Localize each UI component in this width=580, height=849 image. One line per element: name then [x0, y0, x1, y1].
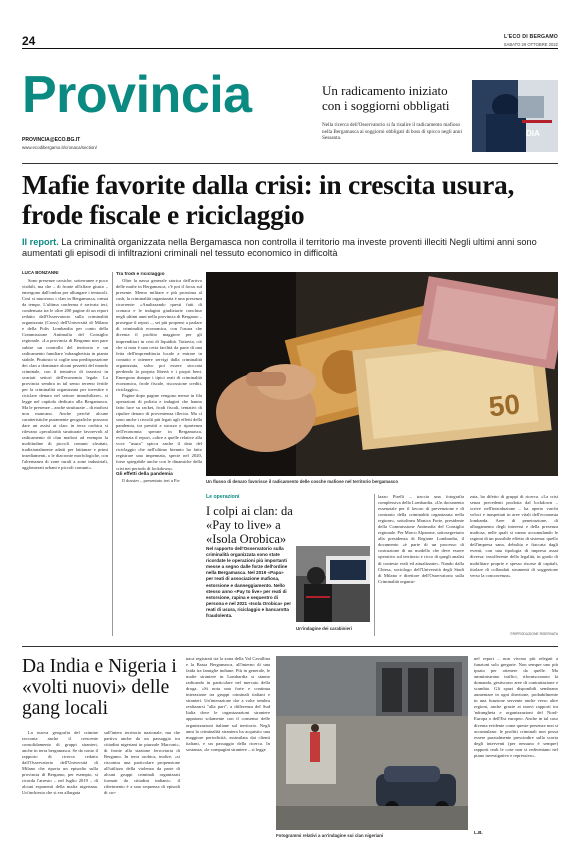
- svg-text:DIA: DIA: [526, 129, 540, 138]
- main-col-4-text: zata, ha difetto di gruppi di ricerca. «La crisi senza precedenti prodotta dal lockdown – scrive nell'introduzione – ha aperto varchi veloci e inaspettati in aree vitali dell'economia lombarda. Aree di penetrazione, di allargamento degli interessi e della presenza mafiosa, nelle quali si vanno accumulando le ragioni di un possibile effetto di sistema: quello dell'impresa sana, debolita e fiaccata dagli eventi, con una tipologia di impresa assai diversa: insofferente della legalità, in grado di mobilitare proprie e spesso risorse di capitali, titolare di collaudati strumenti di soggezione verso la concorrenza».: [470, 494, 558, 578]
- bottom-section-rule: [22, 646, 558, 647]
- header-rule: [22, 48, 558, 49]
- section-title: Provincia: [22, 66, 252, 124]
- main-byline: LUCA BONZANNI: [22, 270, 59, 275]
- col2-para-1: Oltre la nassa generale storica dell'arrivo delle mafie in Bergamasca, c'è poi il focus sul presente. Memo militare e più prossima al cash, la criminalità organizzata è una presenza ricorrente: «Analizzando questi fatti di cronaca e le indagini giudiziarie concluse negli ultimi anni nella provincia di Bergamo – prosegue il report –, sei più propensi a parlare di criminalità economica, con l'usura che diventa il profitto maggiore per gli imprenditori in crisi di liquidità. Tuttavia, ciò che si nota è una certa facilità da parte di una fetta dell'imprenditoria locale a entrare in contatto e ottenere servigi dalla criminalità organizzata, salvo poi essere stoccata perdendo la propria libertà e i propri beni. Emergono dunque i tipici reati di criminalità economica, frode fiscale, riscossione crediti, riciclaggio».: [116, 278, 202, 392]
- bottom-col-4: [474, 656, 558, 826]
- bottom-col-3-text: naca registrati tra la zona della Val Cavallina e la Bassa Bergamasca, all'interno di una faida tra famiglie indiane. Più in generale, le mafie straniere in Lombardia si stanno radicando in particolare nel mercato della droga. «Si nota una forte e continua interazione tra gruppi criminali italiani e stranieri. Un'interazione che a volte sembra realizzarsi "alla pari", a differenza del Sud Italia dove le organizzazioni straniere appaiono solamente con il consenso delle organizzazioni italiane sul territorio. Negli anni la criminalità straniera ha acquisito una maggiore periodicità, assimilata dai clienti italiani, e un passaggio della ricerca. In sostanza, «le compagini straniere – si legge: [186, 656, 270, 752]
- paper-name: L'ECO DI BERGAMO: [503, 34, 558, 40]
- teaser-text: Nella ricerca dell'Osservatorio si fa risalire il radicamento mafioso nella Bergamasca ai soggiorni obbligati di boss di spicco negli anni Sessanta.: [322, 122, 462, 142]
- bottom-headline[interactable]: Da India e Nigeria i «volti nuovi» delle gang locali: [22, 656, 177, 719]
- bottom-signature: L.B.: [474, 830, 483, 835]
- section-email[interactable]: PROVINCIA@ECO.BG.IT: [22, 137, 81, 143]
- main-headline[interactable]: Mafie favorite dalla crisi: in crescita usura, frode fiscale e riciclaggio: [22, 169, 515, 230]
- bottom-photo-caption: Fotogrammi relativi a un'indagine sui clan nigeriani: [276, 833, 384, 838]
- issue-date: SABATO 29 OTTOBRE 2022: [503, 42, 558, 47]
- main-col-1: [22, 278, 108, 638]
- teaser-title[interactable]: Un radicamento iniziato con i soggiorni obbligati: [322, 83, 450, 113]
- side-headline[interactable]: I colpi ai clan: da «Pay to live» a «Isola Orobica»: [206, 504, 293, 546]
- bottom-col-1: [22, 730, 98, 832]
- main-credit: ©RIPRODUZIONE RISERVATA: [510, 632, 558, 636]
- page-number: 24: [22, 34, 36, 48]
- main-col-4: [470, 494, 558, 628]
- bottom-col-3: [186, 656, 270, 834]
- main-deck: [22, 237, 558, 260]
- main-col-3: [378, 494, 464, 638]
- bottom-col-2: [104, 730, 180, 832]
- teaser-photo[interactable]: [472, 80, 558, 152]
- main-col-3-text: lazzo Pirelli – traccia una fotografia complessiva della Lombardia. «Un documento essenziale per il lavoro di prevenzione e di contrasto della criminalità organizzata nella regione», sottolinea Monica Forte, presidente della Commissione Antimafia del Consiglio regionale. Per Marco Alparone, sottosegretario alla presidenza di Regione Lombardia, il documento «è parte di un processo di costruzione di un modello che deve essere operativo sul territorio e ricco di quegli analisi di contesto reali ed attualizzate». Nando dalla Chiesa, sociologo dell'Università degli Studi di Milano e direttore dell'Osservatorio sulla Criminalità organiz-: [378, 494, 464, 584]
- section-rule: [22, 163, 558, 164]
- section-url[interactable]: www.ecodibergamo.it/cronaca/section/: [22, 145, 97, 150]
- main-photo[interactable]: [206, 272, 558, 476]
- svg-text:50: 50: [487, 388, 522, 423]
- side-text: Nel rapporto dell'Osservatorio sulla criminalità organizzata sono state ricordate le operazioni più importanti messe a segno dalle forze dell'ordine nella Bergamasca. Nel 2019 «Papa» per reati di associazione mafiosa, estorsione e danneggiamento. Nello stesso anno «Pay to live» per reati di estorsione, rapina e sequestro di persona e nel 2021 «Isola Orobica» per reati di usura, riciclaggio e bancarotta fraudolenta.: [206, 546, 292, 619]
- col2-para-3: Il dossier – presentato ieri a Pa-: [122, 477, 181, 483]
- col-divider-side: [374, 494, 375, 636]
- banknotes-image: [206, 272, 558, 476]
- main-col-1-text: Sono presenze carsiche, sotterranee e poco visibili, ma che – di fronte all'affare giusto – emergono dall'ombra per allungare i tentacoli. Così si muovono i clan in Bergamasca, ormai da tempo. L'ultima conferma è arrivata ieri, condensata tra le oltre 200 pagine di un report redatto dall'Osservatorio sulla criminalità organizzata (Cross) dell'Università di Milano e della Polis Lombardia per conto della Commissione Antimafia del Consiglio regionale. «La provincia di Bergamo non pare subire un controllo del territorio e un radicamento familiare 'ndranghetista in pianta stabile. Piuttosto si coglie una predisposizione dei clan a dominare alcuni pezzetti del mondo criminale, con il tentativo di inserirsi in svariati settori dell'economia legale. La provincia sembra in tal senso terreno fertile per la criminalità organizzata per investire e riciclare denaro nel settore immobiliare», si legge nel capitolo dedicato alla Bergamasca. Ma le presenze – anche strutturate – di mafiosi non mancano. Anche perché alcune caratteristiche puramente geografiche possono dare un assist ai clan: in terra orobica si rilevano «peculiarità strutturate favorevoli al radicamento di clan mafiosi ad esempio la moltitudine di piccoli comuni sfruttati, tradizionalmente adatti per latitanze e primi insediamenti, o le diacronie morfologiche, con l'alternanza di zone rurali a zone industriali, agglomerati urbani e piccoli comuni».: [22, 278, 108, 471]
- side-photo-caption: Un'indagine dei carabinieri: [296, 626, 352, 631]
- police-officer-image: [472, 80, 558, 152]
- side-photo[interactable]: [296, 546, 370, 622]
- col2-para-2: Pagine dopo pagine vengono messe in fila operazioni di polizia e indagini che hanno fatto luce su racket, frodi fiscali, tentativi di ripulire denaro di provenienza illecita. Ma ci sono anche i risvolti più legati agli effetti della pandemia, tra prestiti a strozzo e ripartenza dell'economia sperate in Bergamasca, evidenzia il report, «oltre a quelle relative alla voce "usura" spicca anche il dato del riciclaggio che nell'ultimo biennio ha fatto registrare una impennata, specie nel 2020, forse spiegabile anche con le dinamiche della crisi nei periodo di lockdown».: [116, 392, 202, 471]
- bottom-col-4-text: nel report – non vivono più relegati a funzioni solo gregarie. Non sempre uno più ipsato per ottenere da quelle. Ma amministrano traffici, rifornisconono la domanda, gestiscono aree di contrattazione e scambio. Gli spazi disponibili sembrano aumentare in ogni direzione, probabilmente in una funzione servente anche verso altre regioni, anche grazie ai nuovi rapporti tra 'ndrangheta e organizzazioni del Nord-Europa o dell'Est europeo. Anche in tal caso diventa evidente come queste presenze non si accumulano: le profitti criminali non possa essere parzialmente prescindire sulla scorta degli interventi (per nessuno è sempre) rapporti reali le cose non si rediventano nel piano investigativo e repressivo».: [474, 656, 558, 758]
- bottom-col-2-text: sull'intero territorio nazionale, ma che partiva anche da un passaggio tra cittadini nigeriani in piazzale Marconi», di fronte alla stazione ferroviaria di Bergamo. In terra orobica, inoltre, «si riscontra una particolare propensione all'utilizzo della violenza da parte di alcuni gruppi criminali organizzati formati da cittadini indiani»: il riferimento è a una sequenza di episodi di cro-: [104, 730, 180, 796]
- main-col-2: [116, 272, 202, 638]
- street-surveillance-image: [276, 656, 468, 830]
- col-divider-1: [112, 272, 113, 636]
- bottom-col-1-text: La nuova geografia del crimine racconta anche il crescente consolidamento di gruppi stranieri, anche in terra bergamasca. Se da conto il rapporto di ricerca redatto dall'Osservatorio dell'Università di Milano che riporta un episodio sulla provincia di Bergamo, per esempio, si ricorda l'arresto – nel luglio 2019 – di alcuni esponenti della mafia nigeriana. Un'inchiesta che si era allargata: [22, 730, 98, 796]
- main-photo-caption: Un flusso di denaro favorisce il radicamento delle cosche mafiose nel territorio bergamasco: [206, 479, 399, 484]
- col2-subhead-2: Gli effetti della pandemia: [116, 471, 173, 477]
- bottom-photo[interactable]: [276, 656, 468, 830]
- main-deck-text: La criminalità organizzata nella Bergamasca non controlla il territorio ma investe proventi illeciti Negli ultimi anni sono aumentati gli episodi di infiltrazioni criminali nel tessuto economico in difficoltà: [22, 237, 537, 259]
- side-label: Le operazioni: [206, 494, 240, 500]
- carabiniere-image: [296, 546, 370, 622]
- col2-subhead-1: Tra frodi e riciclaggio: [116, 272, 165, 277]
- main-kicker: Il report.: [22, 237, 59, 247]
